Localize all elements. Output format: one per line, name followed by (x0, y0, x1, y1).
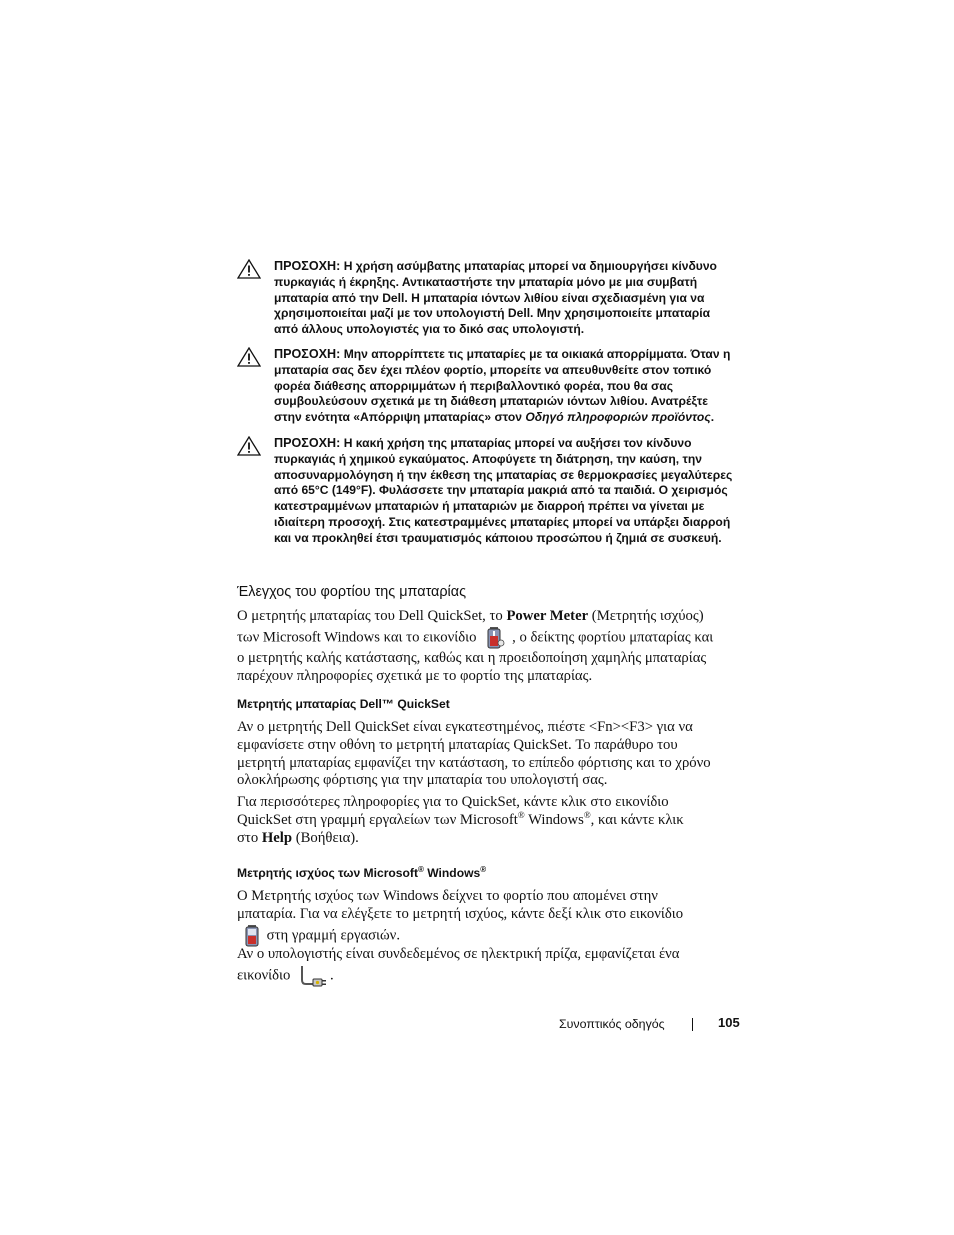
heading-text: Μετρητής ισχύος των Microsoft (237, 866, 418, 880)
footer-title: Συνοπτικός οδηγός (559, 1017, 665, 1031)
caution-body: Η χρήση ασύμβατης μπαταρίας μπορεί να δημιουργήσει κίνδυνο πυρκαγιάς ή έκρηξης. Αντικαταστήστε την μπαταρία μόνο με μια συμβατή μπαταρία από την Dell. Η μπαταρία ιόντων λιθίου είναι σχεδιασμένη για να χρησιμοποιείται μαζί με τον υπολογιστή Dell. Μην χρησιμοποιείτε μπαταρία από άλλους υπολογιστές για το δικό σας υπολογιστή. (274, 259, 717, 337)
paragraph-text: στη γραμμή εργασιών. (263, 926, 400, 943)
paragraph-line: Αν ο υπολογιστής είναι συνδεδεμένος σε ηλεκτρική πρίζα, εμφανίζεται ένα (237, 946, 680, 962)
caution-text-1 (274, 259, 737, 338)
subsection-title-windows-meter (237, 865, 737, 881)
subsection-title-quickset: Μετρητής μπαταρίας Dell™ QuickSet (237, 697, 450, 711)
caution-text-2 (274, 347, 737, 426)
caution-text-3 (274, 436, 737, 547)
warning-triangle-icon (237, 347, 261, 367)
quickset-paragraph-2 (237, 794, 739, 847)
caution-label: ΠΡΟΣΟΧΗ: (274, 436, 341, 450)
paragraph-line: Για περισσότερες πληροφορίες για το QuickSet, κάντε κλικ στο εικονίδιο (237, 794, 669, 810)
help-term: Help (261, 829, 293, 846)
paragraph-text: Windows (524, 811, 584, 828)
registered-mark: ® (583, 809, 591, 820)
page-number: 105 (718, 1015, 740, 1030)
caution-body: Μην απορρίπτετε τις μπαταρίες με τα οικιακά απορρίμματα. Όταν η μπαταρία σας δεν έχει πλέον φορτίο, μπορείτε να απευθυνθείτε στον τοπικό φορέα διάθεσης απορριμμάτων ή περιβαλλοντικό φορέα, που θα σας συμβουλεύσουν σχετικά με τη διάθεση μπαταριών ιόντων λιθίου. Ανατρέξτε στην ενότητα «Απόρριψη μπαταρίας» στον (274, 347, 731, 425)
intro-text: παρέχουν πληροφορίες σχετικά με το φορτίο της μπαταρίας. (237, 667, 593, 684)
paragraph-line: εμφανίσετε στην οθόνη το μετρητή μπαταρίας QuickSet. Το παράθυρο του (237, 736, 678, 753)
paragraph-text: QuickSet στη γραμμή εργαλείων των Microsoft (237, 811, 518, 828)
intro-paragraph (237, 608, 739, 685)
caution-block-2 (237, 347, 737, 426)
heading-text: Windows (423, 866, 481, 880)
caution-block-3 (237, 436, 737, 547)
battery-icon (243, 924, 263, 948)
caution-label: ΠΡΟΣΟΧΗ: (274, 347, 341, 361)
windows-meter-paragraph-1 (237, 888, 739, 948)
intro-text: (Μετρητής ισχύος) (588, 608, 704, 624)
paragraph-line: μπαταρία. Για να ελέγξετε το μετρητή ισχύος, κάντε δεξί κλικ στο εικονίδιο (237, 905, 684, 922)
warning-triangle-icon (237, 259, 261, 279)
caution-body: Η κακή χρήση της μπαταρίας μπορεί να αυξήσει τον κίνδυνο πυρκαγιάς ή χημικού εγκαύματος. Αποφύγετε τη διάτρηση, την καύση, την αποσυναρμολόγηση ή την έκθεση της μπαταρίας σε θερμοκρασίες μεγαλύτερες από 65°C (149°F). Φυλάσσετε την μπαταρία μακριά από τα παιδιά. Ο χειρισμός κατεστραμμένων μπαταριών ή μπαταριών με διαρροή πρέπει να γίνεται με ιδιαίτερη προσοχή. Στις κατεστραμμένες μπαταρίες μπορεί να υπάρξει διαρροή και να προκληθεί έτσι τραυματισμός κάποιου προσώπου ή ζημιά σε συσκευή. (274, 436, 733, 545)
windows-meter-paragraph-2 (237, 946, 739, 988)
battery-meter-icon (486, 626, 506, 650)
caution-italic-ref: Οδηγό πληροφοριών προϊόντος (525, 410, 711, 425)
caution-label: ΠΡΟΣΟΧΗ: (274, 259, 341, 273)
paragraph-line: Ο Μετρητής ισχύος των Windows δείχνει το φορτίο που απομένει στην (237, 888, 658, 904)
paragraph-line: μετρητή μπαταρίας εμφανίζει την κατάσταση, το επίπεδο φόρτισης και το χρόνο (237, 754, 711, 771)
caution-block-1 (237, 259, 737, 338)
caution-body-end: . (710, 410, 715, 425)
warning-triangle-icon (237, 436, 261, 456)
footer-divider (692, 1018, 693, 1031)
power-meter-term: Power Meter (506, 608, 589, 624)
quickset-paragraph-1 (237, 719, 739, 790)
paragraph-text: , και κάντε κλικ (590, 811, 684, 828)
registered-mark: ® (517, 809, 525, 820)
section-title: Έλεγχος του φορτίου της μπαταρίας (237, 584, 467, 600)
paragraph-text: στο (237, 829, 262, 846)
paragraph-line: ολοκλήρωσης φόρτισης για την μπαταρία του υπολογιστή σας. (237, 772, 608, 789)
registered-mark: ® (417, 864, 424, 874)
intro-text: ο μετρητής καλής κατάστασης, καθώς και η προειδοποίηση χαμηλής μπαταρίας (237, 649, 707, 666)
intro-text: των Microsoft Windows και το εικονίδιο (237, 629, 477, 646)
intro-text: Ο μετρητής μπαταρίας του Dell QuickSet, το (237, 608, 507, 624)
registered-mark: ® (480, 864, 487, 874)
paragraph-text: εικονίδιο (237, 967, 291, 984)
paragraph-text: . (330, 967, 334, 984)
intro-text: , ο δείκτης φορτίου μπαταρίας και (512, 629, 714, 646)
ac-power-plug-icon (298, 964, 328, 988)
paragraph-text: (Βοήθεια). (292, 829, 359, 846)
paragraph-line: Αν ο μετρητής Dell QuickSet είναι εγκατεστημένος, πιέστε <Fn><F3> για να (237, 719, 693, 735)
